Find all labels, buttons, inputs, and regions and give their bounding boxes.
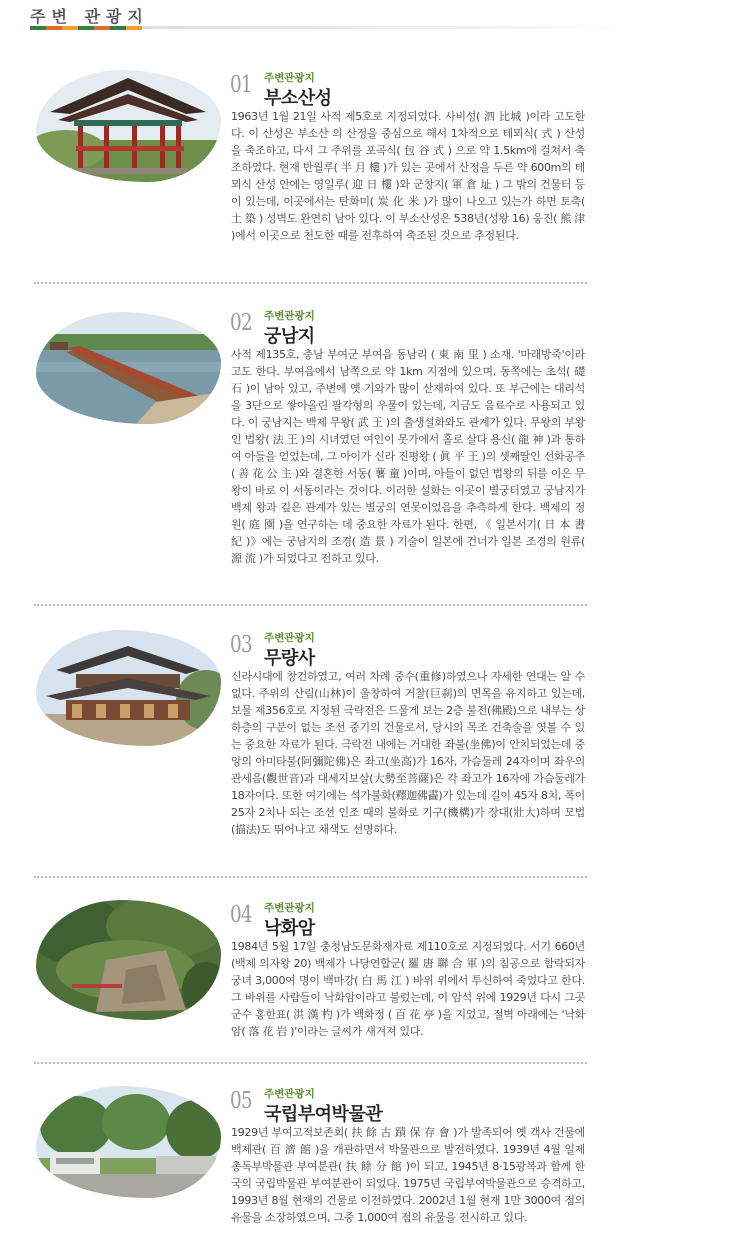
title-color-stripes xyxy=(30,26,142,30)
page-title: 주변 관광지 xyxy=(30,7,149,26)
entry-title: 부소산성 xyxy=(264,88,332,109)
entry-category: 주변관광지 xyxy=(264,1088,315,1100)
pond-bridge-photo xyxy=(36,312,221,424)
stripe xyxy=(126,26,142,30)
entry-number: 01 xyxy=(230,72,252,98)
entry-title: 무량사 xyxy=(264,648,315,669)
entry-description: 사적 제135호, 충남 부여군 부여읍 동남리 ( 東 南 里 ) 소재. '마래방죽'이라고도 한다. 부여읍에서 남쪽으로 약 1km 지점에 있으며, 동쪽에는 초석( 礎 石 )이 남아 있고, 주변에 옛 기와가 많이 산재하여 있다. 또 부근에는 대리석을 3단으로 쌓아올린 팔각형의 우물이 있는데, 지금도 음료수로 사용되고 있다. 이 궁남지는 백제 무왕( 武 王 )의 출생설화와도 관계가 있다. 무왕의 부왕인 법왕( 法 王 )의 시녀였던 여인이 못가에서 홀로 살다 용신( 龍 神 )과 통하여 아들을 얻었는데, 그 아이가 신라 진평왕 ( 眞 平 王 )의 셋째딸인 선화공주 ( 善 花 公 主 )와 결혼한 서동( 薯 童 )이며, 아들이 없던 법왕의 뒤를 이은 무왕이 바로 이 서동이라는 것이다. 이러한 설화는 이곳이 별궁터였고 궁남지가 백제 왕과 깊은 관계가 있는 별궁의 연못이었음을 추측하게 한다. 백제의 정원( 庭 園 )을 연구하는 데 중요한 자료가 된다. 한편, 《 일본서기( 日 本 書 紀 )》에는 궁남지의 조경( 造 景 ) 기술이 일본에 건너가 일본 조경의 원류( 源 流 )가 되었다고 전하고 있다. xyxy=(231,348,585,565)
entry-title: 국립부여박물관 xyxy=(264,1104,383,1125)
entry-description: 1963년 1월 21일 사적 제5호로 지정되었다. 사비성( 泗 比城 )이라 고도한다. 이 산성은 부소산 의 산정을 중심으로 해서 1차적으로 테뫼식( 式 ) 산성을 축조하고, 다시 그 주위를 포곡식( 包 谷 式 ) 으로 약 1.5km에 걸쳐서 축조하였다. 현재 반월루( 半 月 樓 )가 있는 곳에서 산정을 두른 약 600m의 테뫼식 산성 안에는 영일루( 迎 日 樓 )와 군창지( 軍 倉 址 ) 그 밖의 건물터 등이 있는데, 이곳에서는 탄화미( 炭 化 米 )가 많이 나오고 있는가 하면 토축( 土 築 ) 성벽도 완연히 남아 있다. 이 부소산성은 538년(성왕 16) 웅진( 熊 津 )에서 이곳으로 천도한 때를 전후하여 축조된 것으로 추정된다. xyxy=(231,110,585,242)
dotted-divider xyxy=(34,604,587,606)
entry-title: 궁남지 xyxy=(264,326,315,347)
stripe xyxy=(78,26,94,30)
stripe xyxy=(110,26,126,30)
entry-title: 낙화암 xyxy=(264,918,315,939)
entry-description: 1929년 부여고적보존회( 扶 餘 古 蹟 保 存 會 )가 발족되어 옛 객사 건물에 백제관( 百 濟 館 )을 개관하면서 박물관으로 발전하였다. 1939년 4월 일제 총독부박물관 부여분관( 扶 餘 分 館 )이 되고, 1945년 8·15광복과 함께 한국의 국립박물관 부여분관이 되었다. 1975년 국립부여박물관으로 승격하고, 1993년 8월 현재의 건물로 이전하였다. 2002년 1월 현재 1만 3000여 점의 유물을 소장하였으며, 그중 1,000여 점의 유물을 전시하고 있다. xyxy=(231,1126,585,1224)
entry-number: 03 xyxy=(230,632,252,658)
stripe xyxy=(30,26,46,30)
cliff-forest-photo xyxy=(36,900,221,1020)
entry-category: 주변관광지 xyxy=(264,72,315,84)
temple-photo xyxy=(36,630,221,746)
entry-description: 신라시대에 창건하였고, 여러 차례 중수(重修)하였으나 자세한 연대는 알 수 없다. 주위의 산림(山林)이 울창하여 거찰(巨刹)의 면목을 유지하고 있는데, 보물 제356호로 지정된 극락전은 드물게 보는 2층 불전(佛殿)으로 내부는 상 하층의 구분이 없는 조선 중기의 건물로서, 당시의 목조 건축술을 엿볼 수 있는 중요한 자료가 된다. 극락전 내에는 거대한 좌불(坐佛)이 안치되었는데 중앙의 아미타불(阿彌陀佛)은 좌고(坐高)가 16자, 가슴둘레 24자이며 좌우의 관세음(觀世音)과 대세지보살(大勢至菩薩)은 각 좌고가 16자에 가슴둘레가 18자이다. 또한 여기에는 석가불화(釋迦佛畵)가 있는데 길이 45자 8치, 폭이 25자 2치나 되는 조선 인조 때의 불화로 기구(機構)가 장대(壯大)하며 모법(描法)도 뛰어나고 채색도 선명하다. xyxy=(231,670,585,836)
entry-description: 1984년 5월 17일 충청남도문화재자료 제110호로 지정되었다. 서기 660년(백제 의자왕 20) 백제가 나당연합군( 羅 唐 聯 合 軍 )의 침공으로 함락되자 궁녀 3,000여 명이 백마강( 白 馬 江 ) 바위 위에서 투신하여 죽었다고 한다. 그 바위를 사람들이 낙화암이라고 불렀는데, 이 암석 위에 1929년 다시 그곳 군수 홍한표( 洪 漢 杓 )가 백화정 ( 百 花 亭 )을 지었고, 절벽 아래에는 '낙화암( 落 花 岩 )'이라는 글씨가 새겨져 있다. xyxy=(231,940,585,1038)
entry-number: 04 xyxy=(230,902,252,928)
dotted-divider xyxy=(34,282,587,284)
dotted-divider xyxy=(34,876,587,878)
entry-category: 주변관광지 xyxy=(264,310,315,322)
entry-category: 주변관광지 xyxy=(264,632,315,644)
entry-number: 05 xyxy=(230,1088,252,1114)
stripe xyxy=(46,26,62,30)
stripe xyxy=(62,26,78,30)
dotted-divider xyxy=(34,1062,587,1064)
museum-photo xyxy=(36,1086,221,1198)
entry-number: 02 xyxy=(230,310,252,336)
stripe xyxy=(94,26,110,30)
entry-category: 주변관광지 xyxy=(264,902,315,914)
pavilion-photo xyxy=(36,70,221,182)
